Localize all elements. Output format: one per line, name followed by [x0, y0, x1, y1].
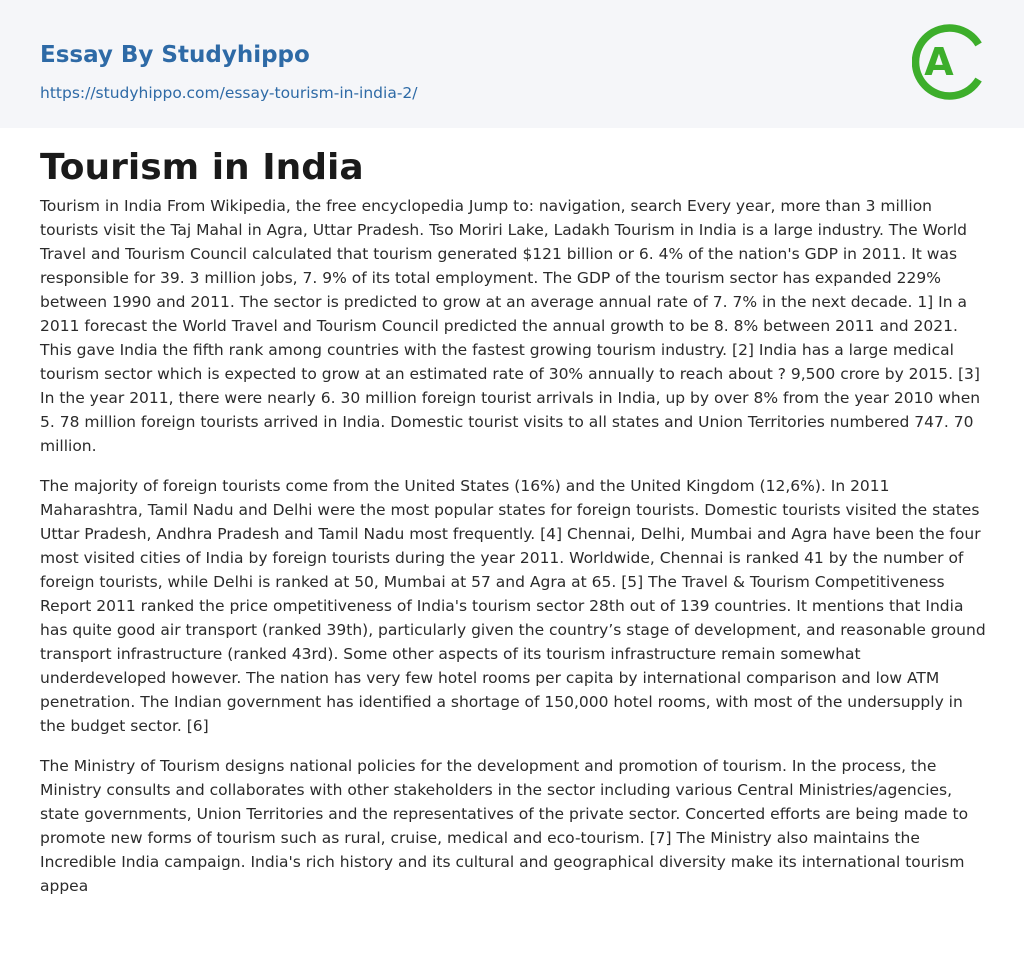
site-brand[interactable]: Essay By Studyhippo	[40, 42, 310, 68]
essay-url-link[interactable]: https://studyhippo.com/essay-tourism-in-india-2/	[40, 84, 418, 102]
essay-body	[40, 194, 986, 914]
essay-title: Tourism in India	[40, 147, 364, 188]
essay-paragraph: The Ministry of Tourism designs national policies for the development and promotion of tourism. In the process, the Ministry consults and collaborates with other stakeholders in the sector including various Central Ministries/agencies, state governments, Union Territories and the representatives of the private sector. Concerted efforts are being made to promote new forms of tourism such as rural, cruise, medical and eco-tourism. [7] The Ministry also maintains the Incredible India campaign. India's rich history and its cultural and geographical diversity make its international tourism appea	[40, 757, 969, 895]
essay-paragraph: The majority of foreign tourists come from the United States (16%) and the United Kingdom (12,6%). In 2011 Maharashtra, Tamil Nadu and Delhi were the most popular states for foreign tourists. Domestic tourists visited the states Uttar Pradesh, Andhra Pradesh and Tamil Nadu most frequently. [4] Chennai, Delhi, Mumbai and Agra have been the four most visited cities of India by foreign tourists during the year 2011. Worldwide, Chennai is ranked 41 by the number of foreign tourists, while Delhi is ranked at 50, Mumbai at 57 and Agra at 65. [5] The Travel & Tourism Competitiveness Report 2011 ranked the price ompetitiveness of India's tourism sector 28th out of 139 countries. It mentions that India has quite good air transport (ranked 39th), particularly given the country’s stage of development, and reasonable ground transport infrastructure (ranked 43rd). Some other aspects of its tourism infrastructure remain somewhat underdeveloped however. The nation has very few hotel rooms per capita by international comparison and low ATM penetration. The Indian government has identified a shortage of 150,000 hotel rooms, with most of the undersupply in the budget sector. [6]	[40, 477, 986, 735]
essay-paragraph: Tourism in India From Wikipedia, the free encyclopedia Jump to: navigation, search Every year, more than 3 million tourists visit the Taj Mahal in Agra, Uttar Pradesh. Tso Moriri Lake, Ladakh Tourism in India is a large industry. The World Travel and Tourism Council calculated that tourism generated $121 billion or 6. 4% of the nation's GDP in 2011. It was responsible for 39. 3 million jobs, 7. 9% of its total employment. The GDP of the tourism sector has expanded 229% between 1990 and 2011. The sector is predicted to grow at an average annual rate of 7. 7% in the next decade. 1] In a 2011 forecast the World Travel and Tourism Council predicted the annual growth to be 8. 8% between 2011 and 2021. This gave India the fifth rank among countries with the fastest growing tourism industry. [2] India has a large medical tourism sector which is expected to grow at an estimated rate of 30% annually to reach about ? 9,500 crore by 2015. [3] In the year 2011, there were nearly 6. 30 million foreign tourist arrivals in India, up by over 8% from the year 2010 when 5. 78 million foreign tourists arrived in India. Domestic tourist visits to all states and Union Territories numbered 747. 70 million.	[40, 197, 981, 455]
logo-letter: A	[924, 40, 954, 84]
studyhippo-logo-icon[interactable]	[912, 18, 988, 106]
site-header	[0, 0, 1024, 128]
